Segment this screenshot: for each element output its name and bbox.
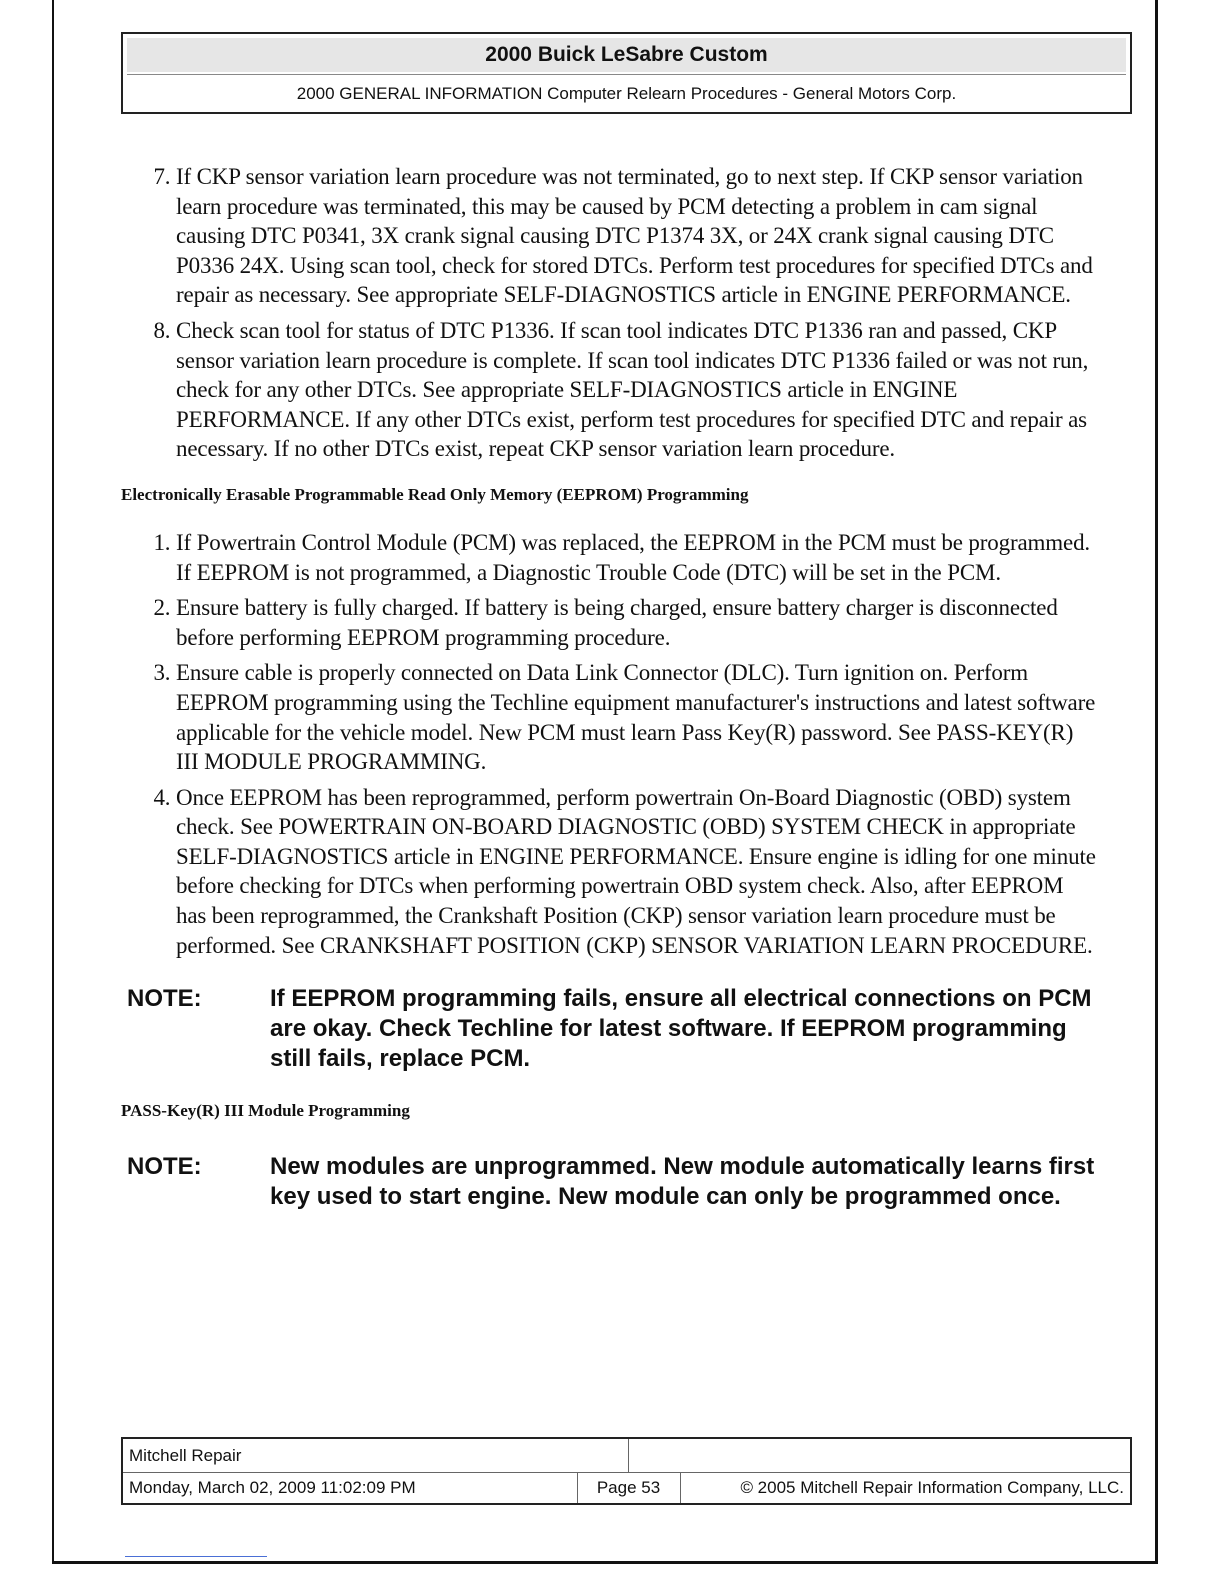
eeprom-procedure-steps [121,528,1096,960]
note-text: New modules are unprogrammed. New module automatically learns first key used to start engine. New module can only be programmed once. [270,1153,1095,1211]
document-body [121,162,1096,1212]
eeprom-step-2: 2. Ensure battery is fully charged. If battery is being charged, ensure battery charger is disconnected before performing EEPROM programming procedure. [176,593,1096,652]
eeprom-step-3: 3. Ensure cable is properly connected on Data Link Connector (DLC). Turn ignition on. Perform EEPROM programming using the Techline equipment manufacturer's instructions and latest software applicable for the vehicle model. New PCM must learn Pass Key(R) password. See PASS-KEY(R) III MODULE PROGRAMMING. [176,658,1096,776]
ckp-step-8: 8. Check scan tool for status of DTC P1336. If scan tool indicates DTC P1336 ran and passed, CKP sensor variation learn procedure is complete. If scan tool indicates DTC P1336 failed or was not run, check for any other DTCs. See appropriate SELF-DIAGNOSTICS article in ENGINE PERFORMANCE. If any other DTCs exist, perform test procedures for specified DTC and repair as necessary. If no other DTCs exist, repeat CKP sensor variation learn procedure. [176,316,1096,464]
note-label: NOTE: [127,985,202,1013]
ckp-procedure-steps [121,162,1096,464]
footer-divider [628,1439,629,1472]
footer-divider [123,1472,1130,1473]
eeprom-note [121,984,1096,1074]
eeprom-step-1: 1. If Powertrain Control Module (PCM) was replaced, the EEPROM in the PCM must be programmed. If EEPROM is not programmed, a Diagnostic Trouble Code (DTC) will be set in the PCM. [176,528,1096,587]
note-text: If EEPROM programming fails, ensure all electrical connections on PCM are okay. Check Techline for latest software. If EEPROM programming still fails, replace PCM. [270,985,1092,1073]
document-footer [121,1437,1132,1505]
footer-publisher: Mitchell Repair [129,1446,242,1465]
header-divider [127,74,1126,75]
footer-copyright: © 2005 Mitchell Repair Information Company, LLC. [740,1478,1124,1497]
footer-datetime: Monday, March 02, 2009 11:02:09 PM [129,1478,416,1497]
passkey-note [121,1152,1096,1212]
note-label: NOTE: [127,1153,202,1181]
eeprom-section-heading: Electronically Erasable Programmable Read Only Memory (EEPROM) Programming [121,484,749,504]
eeprom-step-4: 4. Once EEPROM has been reprogrammed, perform powertrain On-Board Diagnostic (OBD) system check. See POWERTRAIN ON-BOARD DIAGNOSTIC (OBD) SYSTEM CHECK in appropriate SELF-DIAGNOSTICS article in ENGINE PERFORMANCE. Ensure engine is idling for one minute before checking for DTCs when performing powertrain OBD system check. Also, after EEPROM has been reprogrammed, the Crankshaft Position (CKP) sensor variation learn procedure must be performed. See CRANKSHAFT POSITION (CKP) SENSOR VARIATION LEARN PROCEDURE. [176,783,1096,961]
document-header [121,32,1132,114]
ckp-step-7: 7. If CKP sensor variation learn procedure was not terminated, go to next step. If CKP sensor variation learn procedure was terminated, this may be caused by PCM detecting a problem in cam signal causing DTC P0341, 3X crank signal causing DTC P1374 3X, or 24X crank signal causing DTC P0336 24X. Using scan tool, check for stored DTCs. Perform test procedures for specified DTCs and repair as necessary. See appropriate SELF-DIAGNOSTICS article in ENGINE PERFORMANCE. [176,162,1096,310]
document-title: 2000 Buick LeSabre Custom [127,38,1126,72]
bottom-link-rule [125,1556,267,1557]
footer-page-number: Page 53 [596,1478,661,1497]
document-subtitle: 2000 GENERAL INFORMATION Computer Relearn Procedures - General Motors Corp. [296,84,957,103]
passkey-section-heading: PASS-Key(R) III Module Programming [121,1101,410,1121]
